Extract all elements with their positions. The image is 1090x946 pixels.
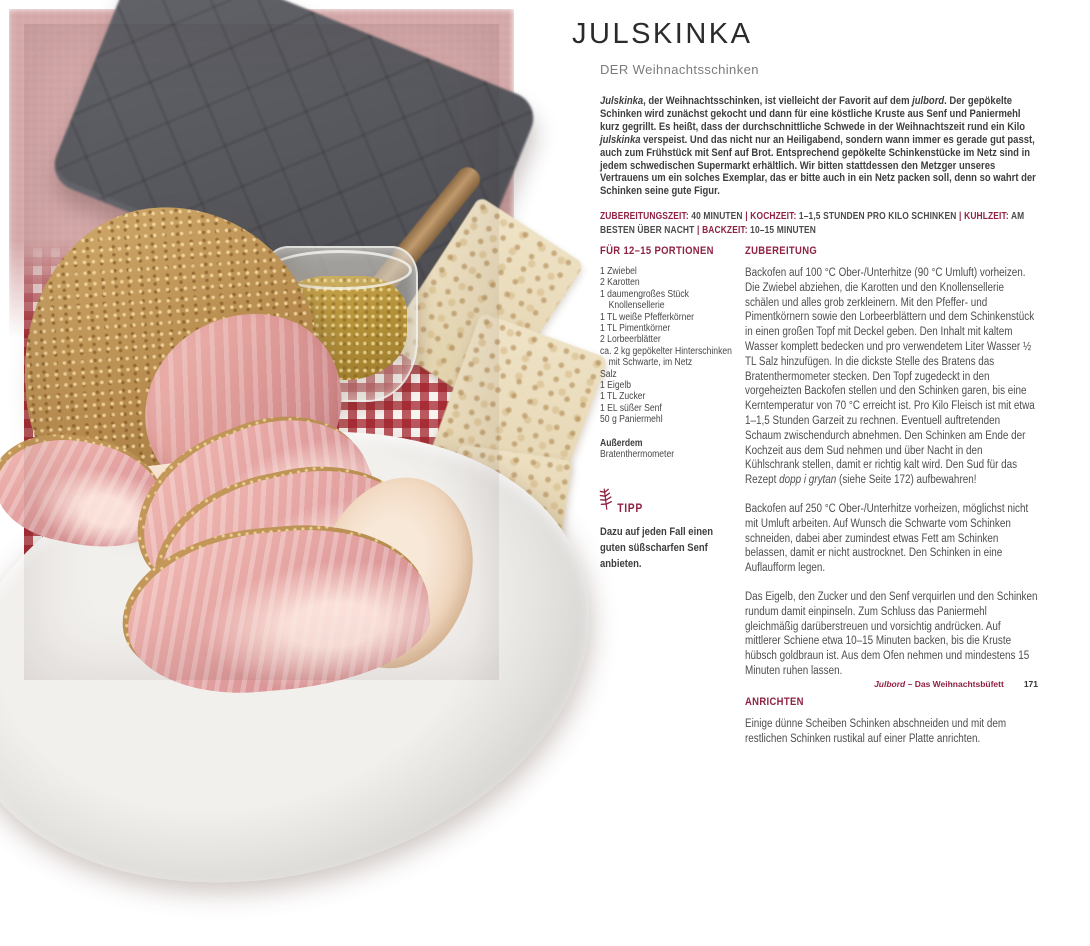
ingredient-line: 1 Zwiebel	[600, 266, 637, 277]
intro-italic: Julskinka	[600, 95, 644, 107]
page-number: 171	[1023, 679, 1038, 689]
time-value: 1–1,5 STUNDEN PRO KILO SCHINKEN	[798, 211, 957, 222]
time-value: 40 MINUTEN	[691, 211, 743, 222]
ingredient-line: 1 daumengroßes Stück	[600, 288, 689, 300]
ingredient-line: 1 Eigelb	[600, 380, 632, 392]
recipe-photo	[24, 24, 499, 680]
preparation-paragraph: Das Eigelb, den Zucker und den Senf verquirlen und den Schinken rundum damit einpinseln. Zum Schluss das Paniermehl gleichmäßig darüberstreuen und vorsichtig andrücken. Auf mittlerer Schiene etwa 10–15 Minuten backen, bis die Kruste hübsch goldbraun ist. Aus dem Ofen nehmen und mindestens 15 Minuten ruhen lassen.	[745, 590, 1038, 677]
preparation-paragraph: Backofen auf 100 °C Ober-/Unterhitze (90 °C Umluft) vorheizen. Die Zwiebel abziehen, die Karotten und den Knollensellerie schälen und alles grob zerkleinern. Mit den Pfeffer- und Pimentkörnern sowie den Lorbeerblättern und dem Schinkenstück in einen großen Topf mit Deckel geben. Den Inhalt mit kaltem Wasser komplett bedecken und pro verwendetem Liter Wasser ½ TL Salz hinzufügen. In die dickste Stelle des Bratens das Bratenthermometer stecken. Den Topf zugedeckt in den vorgeheizten Backofen stellen und den Schinken garen, bis eine Kerntemperatur von 70 °C erreicht ist. Pro Kilo Fleisch ist mit etwa 1–1,5 Stunden Garzeit zu rechnen. Eventuell auftretenden Schaum zwischendurch abnehmen. Den Schinken am Ende der Kochzeit aus dem Sud nehmen und über Nacht in den Kühlschrank stellen, damit er richtig kalt wird. Den Sud für das Rezept dopp i grytan (siehe Seite 172) aufbewahren!	[745, 267, 1035, 487]
preparation-heading: ZUBEREITUNG	[745, 245, 818, 257]
recipe-subtitle: DER Weihnachtsschinken	[600, 62, 759, 77]
extra-item: Bratenthermometer	[600, 449, 675, 461]
photo-vignette	[24, 24, 499, 680]
recipe-reference-italic: dopp i grytan	[779, 474, 837, 487]
ingredient-line: mit Schwarte, im Netz	[608, 357, 693, 369]
time-value: AM BESTEN ÜBER NACHT	[600, 211, 1025, 236]
recipe-times-line	[600, 210, 1040, 237]
ingredient-line: 2 Lorbeerblätter	[600, 334, 661, 346]
ingredient-line: 1 TL weiße Pfefferkörner	[600, 311, 695, 323]
tip-box	[600, 488, 733, 573]
extra-heading: Außerdem	[600, 437, 643, 449]
portions-heading: FÜR 12–15 PORTIONEN	[600, 245, 714, 257]
ingredient-line: 1 TL Zucker	[600, 391, 646, 403]
separator: |	[959, 211, 962, 222]
ingredient-line: 50 g Paniermehl	[600, 414, 663, 426]
ingredient-line: 2 Karotten	[600, 277, 640, 289]
ingredient-line: 1 TL Pimentkörner	[600, 323, 671, 335]
time-value: 10–15 MINUTEN	[750, 224, 817, 236]
serving-paragraph: Einige dünne Scheiben Schinken abschneiden und mit dem restlichen Schinken rustikal auf einer Platte anrichten.	[745, 717, 1007, 745]
page-footer	[820, 679, 1038, 689]
ingredient-line: Knollensellerie	[608, 300, 665, 312]
time-label: KÜHLZEIT:	[964, 211, 1009, 222]
recipe-title: JULSKINKA	[572, 18, 753, 50]
ingredient-line: ca. 2 kg gepökelter Hinterschinken	[600, 345, 732, 357]
ingredient-line: 1 EL süßer Senf	[600, 402, 662, 414]
ingredient-line: Salz	[600, 368, 617, 380]
intro-italic: julbord	[912, 95, 945, 107]
tip-text: Dazu auf jeden Fall einen guten süßscharfen Senf anbieten.	[600, 525, 714, 570]
intro-paragraph: Julskinka, der Weihnachtsschinken, ist vielleicht der Favorit auf dem julbord. Der gepökelte Schinken wird zunächst gekocht und dann für eine köstliche Kruste aus Senf und Paniermehl kurz gegrillt. Es heißt, dass der durchschnittliche Schwede in der Weihnachtszeit rund ein Kilo julskinka verspeist. Und das nicht nur an Heiligabend, sondern wann immer es gerade gut passt, auch zum Frühstück mit Senf auf Brot. Entsprechend gepökelte Schinkenstücke im Netz sind in jedem schwedischen Supermarkt erhältlich. Wir bitten stattdessen den Metzger unseres Vertrauens um ein solches Exemplar, das er bitte auch in ein Netz packen soll, denn so wahrt der Schinken seine gute Figur.	[600, 95, 1036, 198]
preparation-paragraph: Backofen auf 250 °C Ober-/Unterhitze vorheizen, möglichst nicht mit Umluft arbeiten. Auf Wunsch die Schwarte vom Schinken schneiden, dabei aber zumindest etwas Fett am Schinken belassen, damit er nicht austrocknet. Den Schinken in eine Auflaufform legen.	[745, 502, 1029, 575]
time-label: BACKZEIT:	[702, 224, 748, 236]
time-label: ZUBEREITUNGSZEIT:	[600, 211, 689, 222]
tip-label: TIPP	[617, 500, 643, 515]
time-label: KOCHZEIT:	[750, 211, 797, 222]
intro-italic: julskinka	[600, 133, 641, 146]
serving-heading: ANRICHTEN	[745, 695, 804, 708]
separator: |	[696, 224, 700, 236]
book-title: Julbord – Das Weihnachtsbüfett	[874, 679, 1004, 689]
separator: |	[745, 211, 748, 222]
fir-sprig-icon	[597, 486, 615, 516]
